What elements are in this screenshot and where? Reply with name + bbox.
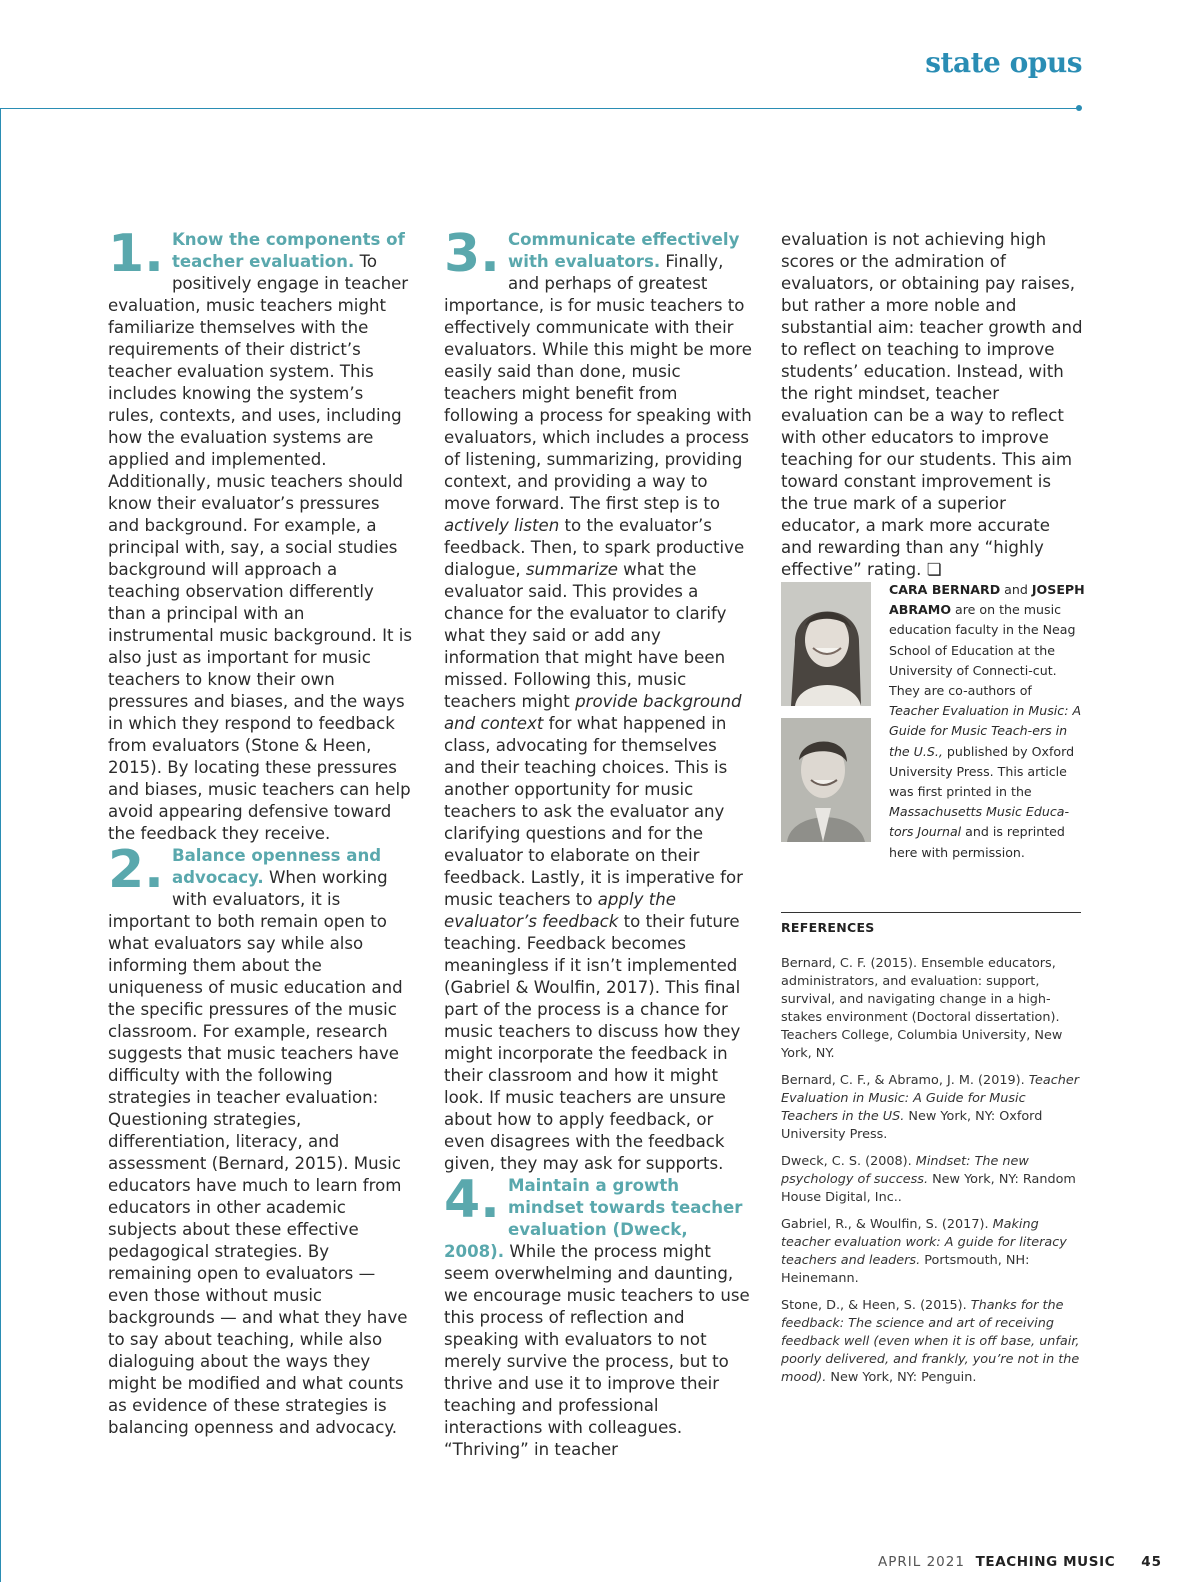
section-2-title: Balance openness and advocacy. [171,846,382,887]
reference-text: New York, NY: Oxford University Press. [781,1109,1043,1142]
author-photo-abramo [781,718,871,842]
reference-text: Portsmouth, NH: Heinemann. [781,1253,1030,1286]
reference-title: Teacher Evaluation in Music: A Guide for Music Teachers in the US. [781,1073,1079,1124]
reference-item [781,1072,1081,1144]
section-3-text: Finally, and perhaps of greatest importance, is for music teachers to effectively communicate with their evaluators. While this might be more easily said than done, music teachers might benefit from following a process for speaking with evaluators, which includes a process of listening, summarizing, providing context, and providing a way to move forward. The first step is to [444,252,752,513]
magazine-name: TEACHING MUSIC [975,1554,1116,1570]
portrait-icon [781,718,871,842]
reference-title: Thanks for the feedback: The science and art of receiving feedback well (even when it is off base, unfair, poorly delivered, and frankly, you’re not in the mood). [781,1298,1080,1385]
reference-item [781,955,1081,1063]
bio-text: and [1000,582,1032,597]
article-column-2 [444,224,752,1461]
section-3-text: for what happened in class, advocating for themselves and their teaching choices. This is another opportunity for music teachers to ask the evaluator any clarifying questions and for the evaluator to elaborate on their feedback. Lastly, it is imperative for music teachers to [444,714,743,909]
emphasis-apply-feedback: apply the evaluator’s feedback [444,890,676,931]
references-list [781,955,1081,1396]
section-4-continued [781,229,1083,581]
bio-text: published by Oxford University Press. This article was first printed in the [889,743,1075,800]
page-edge-rule [0,108,1,1582]
section-4-text: While the process might seem overwhelming and daunting, we encourage music teachers to use this process of reflection and speaking with evaluators to not merely survive the process, but to thrive and use it to improve their teaching and professional interactions with colleagues. “Thriving” in teacher [444,1242,750,1459]
section-2-text: When working with evaluators, it is important to both remain open to what evaluators say while also informing them about the uniqueness of music education and the specific pressures of the music classroom. For example, research suggests that music teachers have difficulty with the following strategies in teacher evaluation: Questioning strategies, differentiation, literacy, and assessment (Bernard, 2015). Music educators have much to learn from educators in other academic subjects about these effective pedagogical strategies. By remaining open to evaluators — even those without music backgrounds — and what they have to say about teaching, while also dialoguing about the ways they might be modified and what counts as evidence of these strategies is balancing openness and advocacy. [108,868,408,1437]
author-name-abramo: JOSEPH ABRAMO [889,582,1085,618]
emphasis-summarize: summarize [525,560,618,579]
bio-journal-title: Massachusetts Music Educa-tors Journal [889,804,1070,840]
section-title: state opus [925,46,1082,79]
reference-text: New York, NY: Penguin. [826,1370,977,1385]
author-name-bernard: CARA BERNARD [889,582,1001,597]
page-number: 45 [1141,1554,1162,1570]
issue-date: APRIL 2021 [878,1554,965,1570]
reference-item [781,1297,1081,1387]
section-2-number: 2. [108,840,164,900]
reference-title: Making teacher evaluation work: A guide for literacy teachers and leaders. [781,1217,1067,1268]
section-4-number: 4. [444,1170,500,1230]
article-column-1 [108,224,414,1439]
bio-text: are on the music education faculty in the Neag School of Education at the University of Connecti-cut. They are co-authors of [889,602,1076,699]
section-3 [444,224,752,1175]
section-4 [444,1170,752,1461]
section-1-number: 1. [108,224,164,284]
end-mark-icon: ❏ [926,560,942,579]
bio-book-title: Teacher Evaluation in Music: A Guide for Music Teach-ers in the U.S., [889,703,1082,759]
section-1-text: To positively engage in teacher evaluation, music teachers might familiarize themselves with the requirements of their district’s teacher evaluation system. This includes knowing the system’s rules, contexts, and uses, including how the evaluation systems are applied and implemented. Additionally, music teachers should know their evaluator’s pressures and background. For example, a principal with, say, a social studies background will approach a teaching observation differently than a principal with an instrumental music background. It is also just as important for music teachers to know their own pressures and biases, and the ways in which they respond to feedback from evaluators (Stone & Heen, 2015). By locating these pressures and biases, music teachers can help avoid appearing defensive toward the feedback they receive. [108,252,413,843]
author-photo-bernard [781,582,871,706]
author-bio-block [781,580,1085,860]
section-3-text: to the evaluator’s feedback. Then, to spark productive dialogue, [444,516,745,579]
bio-text: and is reprinted here with permission. [889,824,1065,860]
author-bio [889,580,1085,863]
section-4-continued-text: evaluation is not achieving high scores or the admiration of evaluators, or obtaining pay raises, but rather a more noble and substantial aim: teacher growth and to reflect on teaching to improve students’ education. Instead, with the right mindset, teacher evaluation can be a way to reflect with other educators to improve teaching for our students. This aim toward constant improvement is the true mark of a superior educator, a mark more accurate and rewarding than any “highly effective” rating. [781,230,1083,579]
reference-text: Bernard, C. F. (2015). Ensemble educators, administrators, and evaluation: support, survival, and navigating change in a high-stakes environment (Doctoral dissertation). Teachers College, Columbia University, New York, NY. [781,956,1063,1061]
section-3-title: Communicate effectively with evaluators. [507,230,740,271]
header-rule [0,108,1080,109]
reference-item [781,1216,1081,1288]
section-1-title: Know the components of teacher evaluation. [171,230,405,271]
portrait-icon [781,582,871,706]
reference-text: Bernard, C. F., & Abramo, J. M. (2019). [781,1073,1029,1088]
section-2 [108,840,414,1439]
references-divider [781,912,1081,913]
emphasis-actively-listen: actively listen [444,516,560,535]
article-column-3 [781,229,1083,581]
emphasis-provide-context: provide background and context [444,692,742,733]
section-1 [108,224,414,845]
reference-title: Mindset: The new psychology of success. [781,1154,1029,1187]
page-footer [878,1554,1162,1570]
reference-text: New York, NY: Random House Digital, Inc.. [781,1172,1076,1205]
section-4-title: Maintain a growth mindset towards teacher evaluation (Dweck, 2008). [444,1176,743,1261]
reference-text: Dweck, C. S. (2008). [781,1154,916,1169]
reference-text: Stone, D., & Heen, S. (2015). [781,1298,971,1313]
section-3-text: to their future teaching. Feedback becomes meaningless if it isn’t implemented (Gabriel & Woulfin, 2017). This final part of the process is a chance for music teachers to discuss how they might incorporate the feedback in their classroom and how it might look. If music teachers are unsure about how to apply feedback, or even disagrees with the feedback given, they may ask for supports. [444,912,741,1173]
rule-end-dot [1076,105,1082,111]
references-heading: REFERENCES [781,920,875,935]
section-3-number: 3. [444,224,500,284]
reference-item [781,1153,1081,1207]
reference-text: Gabriel, R., & Woulfin, S. (2017). [781,1217,993,1232]
section-3-text: what the evaluator said. This provides a chance for the evaluator to clarify what they said or add any information that might have been missed. Following this, music teachers might [444,560,727,711]
